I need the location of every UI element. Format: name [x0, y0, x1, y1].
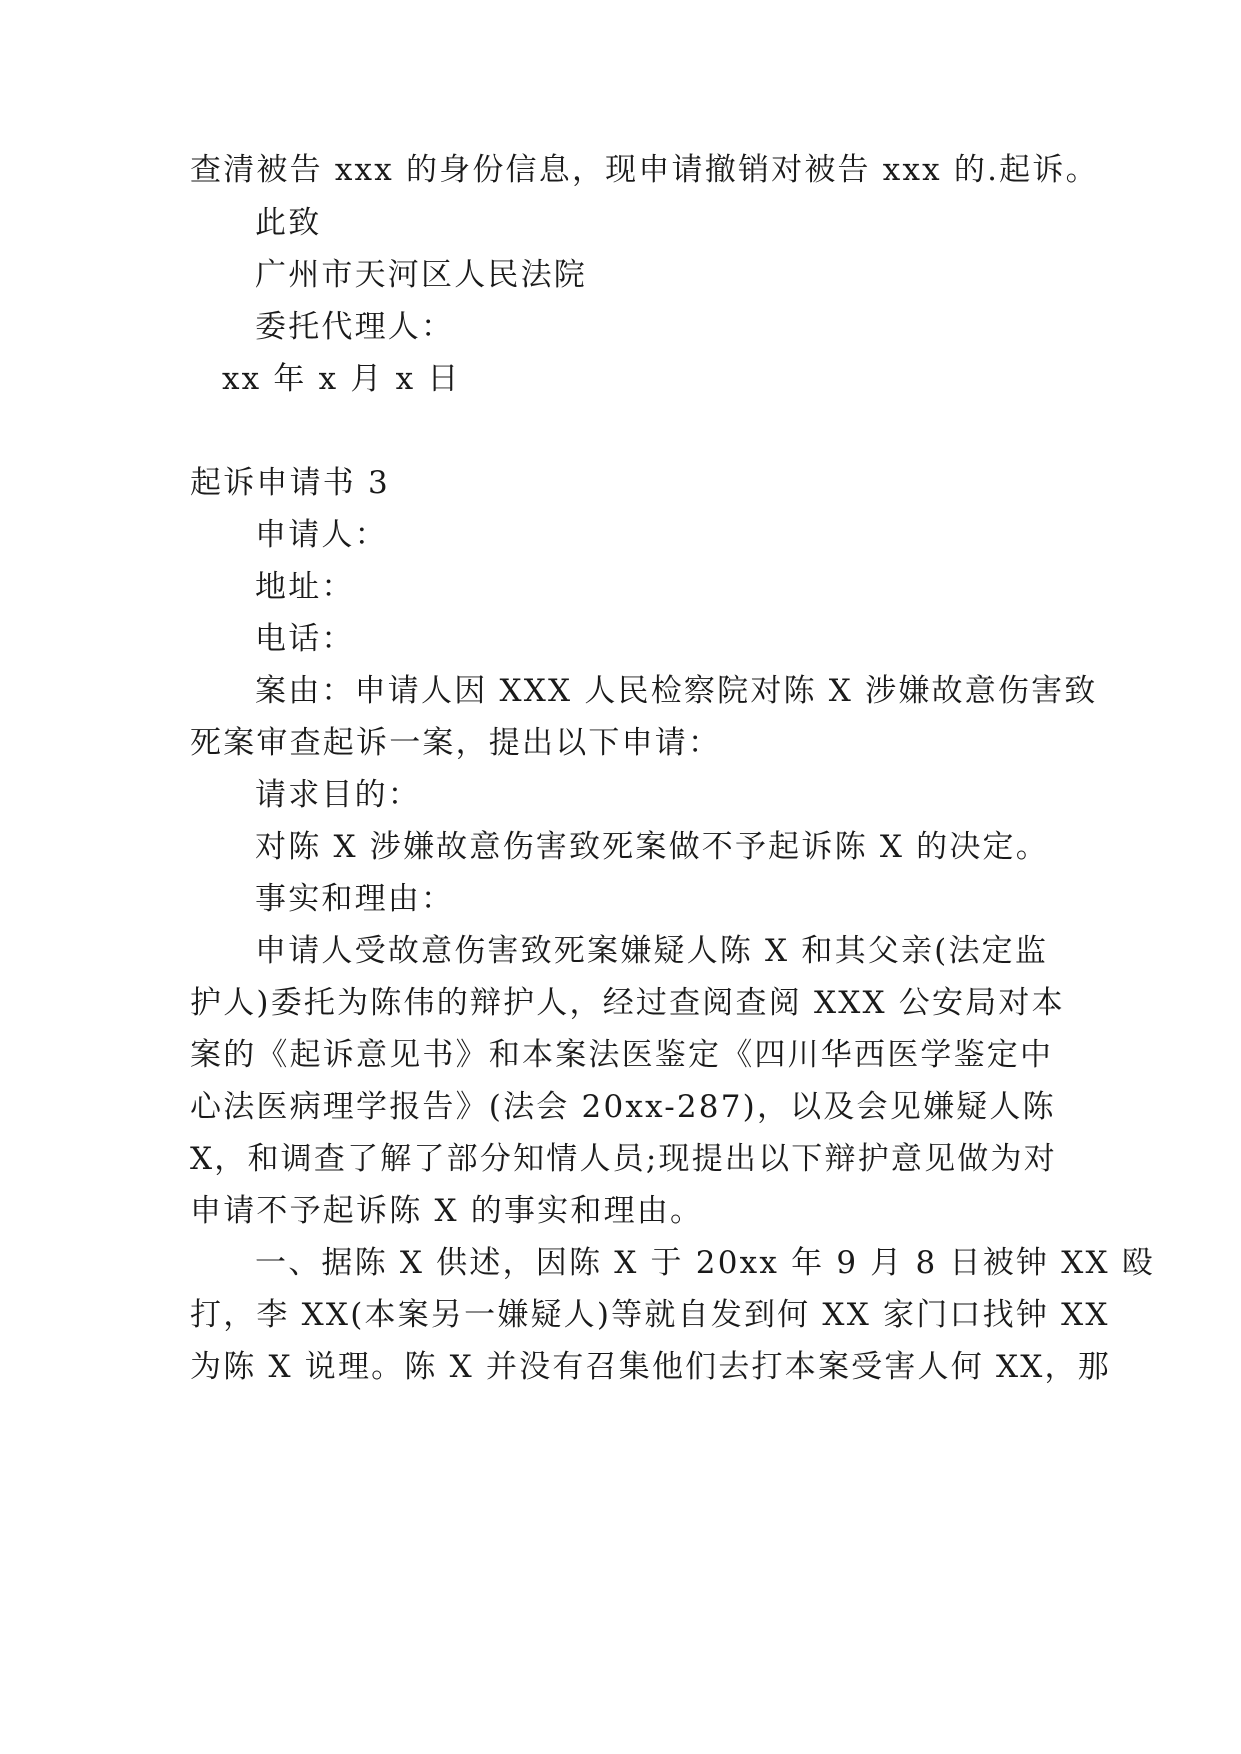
request-text: 对陈 X 涉嫌故意伤害致死案做不予起诉陈 X 的决定。: [255, 829, 1049, 865]
section-title: 起诉申请书 3: [190, 465, 390, 501]
phone-label: 电话：: [255, 621, 355, 657]
request-label: 请求目的：: [255, 777, 421, 813]
facts-line: 为陈 X 说理。陈 X 并没有召集他们去打本案受害人何 XX，那: [190, 1349, 1111, 1385]
facts-line: 护人)委托为陈伟的辩护人，经过查阅查阅 XXX 公安局对本: [190, 985, 1065, 1021]
applicant-label: 申请人：: [255, 517, 388, 553]
paragraph-line: 查清被告 xxx 的身份信息，现申请撤销对被告 xxx 的.起诉。: [190, 152, 1099, 188]
case-reason-line: 死案审查起诉一案，提出以下申请：: [190, 725, 722, 761]
date-line: xx 年 x 月 x 日: [222, 361, 461, 397]
facts-line: 申请人受故意伤害致死案嫌疑人陈 X 和其父亲(法定监: [255, 933, 1049, 969]
court-name: 广州市天河区人民法院: [255, 257, 587, 293]
facts-line: 案的《起诉意见书》和本案法医鉴定《四川华西医学鉴定中: [190, 1037, 1054, 1073]
case-reason-line: 案由：申请人因 XXX 人民检察院对陈 X 涉嫌故意伤害致: [255, 673, 1098, 709]
facts-line: 打，李 XX(本案另一嫌疑人)等就自发到何 XX 家门口找钟 XX: [190, 1297, 1110, 1333]
facts-line: 申请不予起诉陈 X 的事实和理由。: [190, 1193, 704, 1229]
address-label: 地址：: [255, 569, 355, 605]
facts-label: 事实和理由：: [255, 881, 455, 917]
facts-line: 一、据陈 X 供述，因陈 X 于 20xx 年 9 月 8 日被钟 XX 殴: [255, 1245, 1155, 1281]
agent-label: 委托代理人：: [255, 309, 455, 345]
salutation: 此致: [255, 205, 322, 241]
facts-line: X，和调查了解了部分知情人员;现提出以下辩护意见做为对: [190, 1141, 1057, 1177]
facts-line: 心法医病理学报告》(法会 20xx-287)，以及会见嫌疑人陈: [190, 1089, 1056, 1125]
